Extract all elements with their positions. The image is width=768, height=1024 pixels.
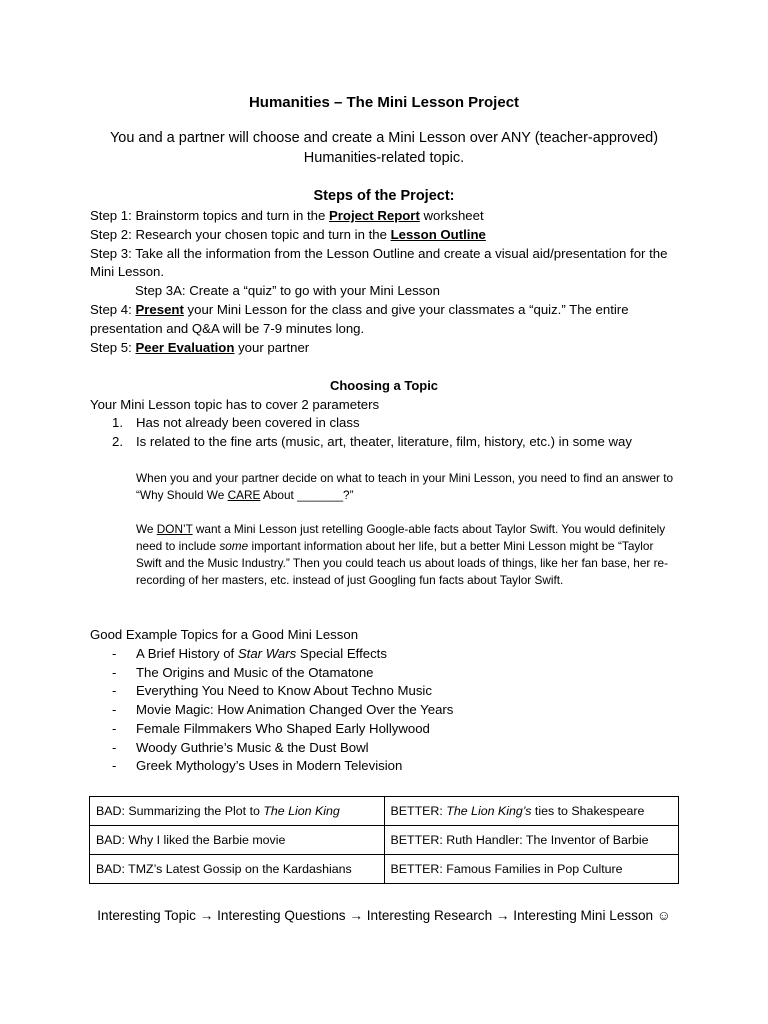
list-item <box>90 739 680 758</box>
steps-list <box>90 207 680 357</box>
table-row <box>90 826 679 855</box>
dont-word: DON’T <box>156 522 193 536</box>
taylor-swift-note <box>136 521 682 589</box>
care-note-text: When you and your partner decide on what to teach in your Mini Lesson, you need to find an answer to “Why Should We <box>136 471 674 502</box>
step-4 <box>90 301 680 339</box>
cell-text: BETTER: <box>390 804 447 818</box>
step-4-text: your Mini Lesson for the class and give your classmates a “quiz.” The entire presentation and Q&A will be 7-9 minutes long. <box>90 301 629 336</box>
document-title: Humanities – The Mini Lesson Project <box>248 94 520 111</box>
bullet-dash: - <box>112 702 117 718</box>
table-row <box>90 797 679 826</box>
step-5-text: your partner <box>234 339 310 355</box>
step-1-suffix: worksheet <box>419 208 484 223</box>
example-text: Everything You Need to Know About Techno Music <box>136 683 432 699</box>
list-item <box>90 720 680 739</box>
step-2-text: Step 2: Research your chosen topic and turn in the <box>90 226 391 242</box>
bullet-dash: - <box>112 664 117 680</box>
list-item <box>90 664 680 683</box>
step-5-label: Step 5: <box>90 339 136 355</box>
bullet-dash: - <box>112 758 117 774</box>
example-italic: Star Wars <box>237 646 297 661</box>
step-3: Step 3: Take all the information from the Lesson Outline and create a visual aid/presentation for the Mini Lesson. <box>90 245 668 280</box>
cell-italic: The Lion King <box>263 804 340 818</box>
list-item <box>90 757 680 776</box>
example-text: A Brief History of <box>136 646 238 661</box>
note-text: We <box>136 522 157 536</box>
example-text: Movie Magic: How Animation Changed Over the Years <box>136 702 454 718</box>
bullet-dash: - <box>112 720 117 736</box>
examples-heading: Good Example Topics for a Good Mini Lesson <box>90 627 359 642</box>
better-cell: BETTER: Ruth Handler: The Inventor of Barbie <box>384 826 679 855</box>
example-text: Special Effects <box>296 646 387 661</box>
cell-text: ties to Shakespeare <box>531 804 645 818</box>
parameter-text: Is related to the fine arts (music, art, theater, literature, film, history, etc.) in some way <box>136 433 632 449</box>
parameters-list <box>90 414 680 452</box>
bullet-dash: - <box>112 739 117 755</box>
cell-text: BAD: Summarizing the Plot to <box>96 804 264 818</box>
better-cell: BETTER: Famous Families in Pop Culture <box>384 855 679 884</box>
example-text: Female Filmmakers Who Shaped Early Hollywood <box>136 720 430 736</box>
present-link[interactable]: Present <box>135 301 184 317</box>
lesson-outline-link[interactable]: Lesson Outline <box>390 226 486 242</box>
topic-intro: Your Mini Lesson topic has to cover 2 parameters <box>90 397 380 412</box>
note-text: important information about her life, but a better Mini Lesson might be “Taylor Swift and the Music Industry.” Then you could teach us about loads of things, like her fan base, her re-recording of her masters, etc. instead of just Googling fun facts about Taylor Swift. <box>136 539 669 587</box>
peer-evaluation-link[interactable]: Peer Evaluation <box>135 339 235 355</box>
parameter-number: 1. <box>112 415 123 430</box>
parameter-item <box>90 414 680 433</box>
example-text: The Origins and Music of the Otamatone <box>136 664 374 680</box>
step-5 <box>90 339 680 358</box>
example-text: Greek Mythology’s Uses in Modern Television <box>136 758 403 774</box>
bad-cell <box>90 797 385 826</box>
parameter-number: 2. <box>112 433 123 449</box>
cell-italic: The Lion King’s <box>446 804 532 818</box>
comparison-table <box>89 796 679 884</box>
care-note-suffix: About _______?” <box>260 488 354 502</box>
some-word: some <box>219 539 249 553</box>
intro-paragraph: You and a partner will choose and create a Mini Lesson over ANY (teacher-approved) Humanities-related topic. <box>109 130 659 166</box>
parameter-item <box>90 433 680 452</box>
examples-list <box>90 645 680 776</box>
bad-cell: BAD: Why I liked the Barbie movie <box>90 826 385 855</box>
step-3a: Step 3A: Create a “quiz” to go with your Mini Lesson <box>135 283 440 299</box>
bullet-dash: - <box>112 646 117 661</box>
step-1-text: Step 1: Brainstorm topics and turn in the <box>90 208 329 223</box>
step-4-label: Step 4: <box>90 301 136 317</box>
choosing-topic-heading: Choosing a Topic <box>329 378 439 393</box>
note-text: want a Mini Lesson just retelling Google-able facts about Taylor Swift. You would definitely need to include <box>136 522 666 553</box>
example-text: Woody Guthrie’s Music & the Dust Bowl <box>136 739 369 755</box>
better-cell <box>384 797 679 826</box>
table-row <box>90 855 679 884</box>
steps-heading: Steps of the Project: <box>313 188 455 204</box>
list-item <box>90 682 680 701</box>
care-note <box>136 470 682 504</box>
bad-cell: BAD: TMZ’s Latest Gossip on the Kardashians <box>90 855 385 884</box>
list-item <box>90 701 680 720</box>
step-1 <box>90 207 680 226</box>
footer-flow: Interesting Topic → Interesting Questions → Interesting Research → Interesting Mini Lesson ☺ <box>97 908 671 923</box>
project-report-link[interactable]: Project Report <box>328 208 420 223</box>
care-word: CARE <box>227 488 261 502</box>
bullet-dash: - <box>112 683 117 699</box>
list-item <box>90 645 680 664</box>
parameter-text: Has not already been covered in class <box>136 415 360 430</box>
step-2 <box>90 226 680 245</box>
